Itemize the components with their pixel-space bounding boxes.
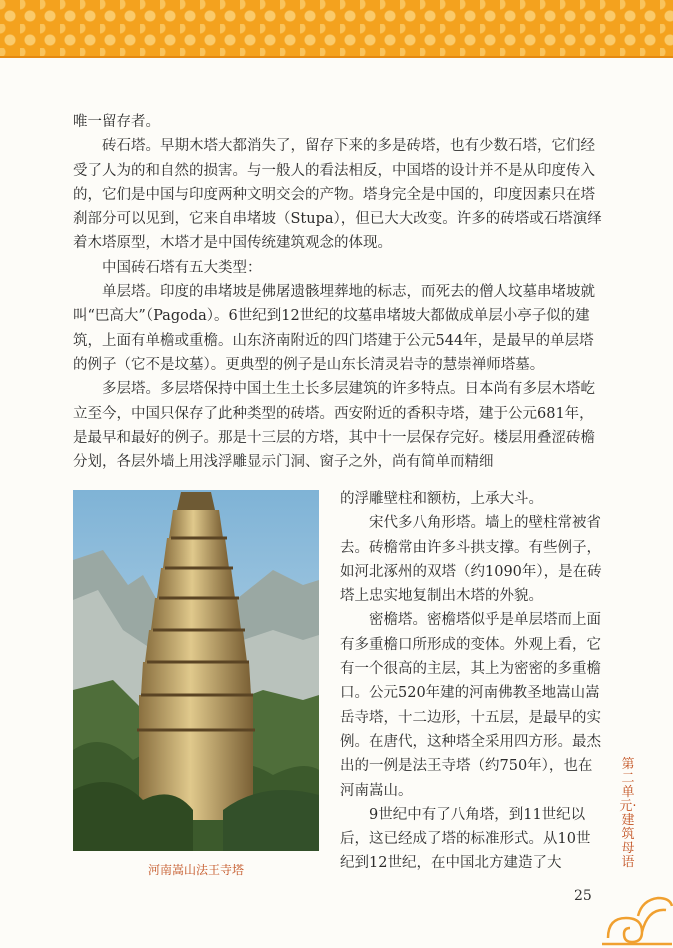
paragraph: 多层塔。多层塔保持中国土生土长多层建筑的许多特点。日本尚有多层木塔屹立至今，中国只保存了此种类型的砖塔。西安附近的香积寺塔，建于公元681年，是最早和最好的例子。那是十三层的方塔，其中十一层保存完好。楼层用叠涩砖檐分划，各层外墙上用浅浮雕显示门洞、窗子之外，尚有简单而精细 xyxy=(73,381,595,471)
paragraph: 单层塔。印度的串堵坡是佛屠遗骸埋葬地的标志，而死去的僧人坟墓串堵坡就叫“巴高大”（Pagoda）。6世纪到12世纪的坟墓串堵坡大都做成单层小亭子似的建筑，上面有单檐或重檐。山东济南附近的四门塔建于公元544年，是最早的单层塔的例子（它不是坟墓）。更典型的例子是山东长清灵岩寺的慧崇禅师塔墓。 xyxy=(73,284,595,373)
paragraph: 9世纪中有了八角塔，到11世纪以后，这已经成了塔的标准形式。从10世纪到12世纪，在中国北方建造了大 xyxy=(340,806,591,872)
page-number: 25 xyxy=(574,888,592,904)
pagoda-photo xyxy=(73,490,319,851)
paragraph: 中国砖石塔有五大类型： xyxy=(102,259,262,276)
paragraph: 唯一留存者。 xyxy=(73,114,160,130)
decorative-header-band xyxy=(0,0,673,58)
paragraph: 密檐塔。密檐塔似乎是单层塔而上面有多重檐口所形成的变体。外观上看，它有一个很高的主层，其上为密密的多重檐口。公元520年建的河南佛教圣地嵩山嵩岳寺塔，十二边形，十五层，是最早的实例。在唐代，这种塔全采用四方形。最杰出的一例是法王寺塔（约750年），也在河南嵩山。 xyxy=(340,612,601,799)
unit-side-label: 第二单元·建筑母语 xyxy=(619,757,637,870)
paragraph: 砖石塔。早期木塔大都消失了，留存下来的多是砖塔，也有少数石塔，它们经受了人为的和自然的损害。与一般人的看法相反，中国塔的设计并不是从印度传入的，它们是中国与印度两种文明交会的产物。塔身完全是中国的，印度因素只在塔刹部分可以见到，它来自串堵坡（Stupa），但已大大改变。许多的砖塔或石塔演绎着木塔原型，木塔才是中国传统建筑观念的体现。 xyxy=(73,138,602,252)
column-text xyxy=(340,487,603,876)
main-text xyxy=(73,110,603,474)
figure-caption: 河南嵩山法王寺塔 xyxy=(147,863,244,877)
cloud-ornament-icon xyxy=(598,878,673,948)
paragraph: 的浮雕壁柱和额枋，上承大斗。 xyxy=(340,491,543,507)
paragraph: 宋代多八角形塔。墙上的壁柱常被省去。砖檐常由许多斗拱支撑。有些例子，如河北涿州的双塔（约1090年），是在砖塔上忠实地复制出木塔的外貌。 xyxy=(340,515,602,605)
